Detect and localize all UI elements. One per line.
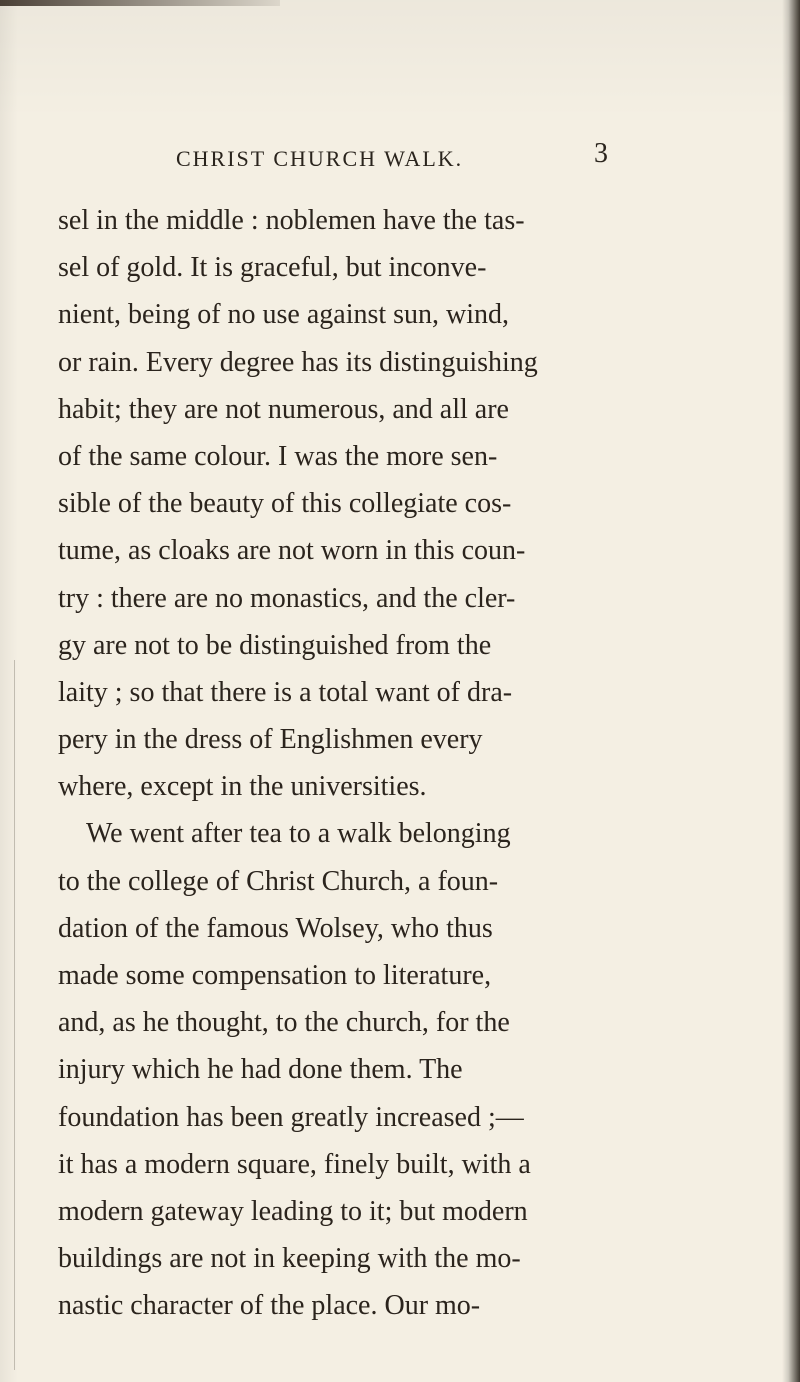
top-edge-shadow	[0, 0, 280, 6]
text-line: nient, being of no use against sun, wind,	[58, 299, 510, 331]
text-line: injury which he had done them. The	[58, 1054, 463, 1086]
text-line: made some compensation to literature,	[58, 960, 492, 991]
page-number: 3	[594, 138, 608, 169]
text-line: modern gateway leading to it; but modern	[58, 1195, 528, 1227]
page-edge	[782, 0, 800, 1382]
text-line: dation of the famous Wolsey, who thus	[58, 912, 493, 944]
page-header	[0, 138, 800, 178]
text-line: or rain. Every degree has its distinguishing	[58, 346, 538, 378]
text-line: of the same colour. I was the more sen-	[58, 440, 498, 472]
text-line: try : there are no monastics, and the cler-	[58, 582, 516, 614]
text-line: sible of the beauty of this collegiate cos-	[58, 488, 512, 520]
text-line: to the college of Christ Church, a foun-	[58, 865, 499, 897]
text-line: nastic character of the place. Our mo-	[58, 1290, 481, 1322]
text-line: habit; they are not numerous, and all are	[58, 393, 509, 425]
text-line: gy are not to be distinguished from the	[58, 629, 492, 661]
text-line: sel in the middle : noblemen have the tas-	[58, 205, 525, 236]
text-line: and, as he thought, to the church, for the	[58, 1007, 510, 1039]
text-line: where, except in the universities.	[58, 771, 427, 803]
body-text	[58, 197, 740, 1330]
text-line: foundation has been greatly increased ;—	[58, 1101, 524, 1133]
running-title: CHRIST CHURCH WALK.	[176, 146, 464, 171]
text-line: it has a modern square, finely built, with a	[58, 1148, 531, 1180]
text-line: tume, as cloaks are not worn in this coun-	[58, 535, 526, 567]
text-line: pery in the dress of Englishmen every	[58, 724, 483, 756]
text-line: buildings are not in keeping with the mo-	[58, 1243, 521, 1275]
paragraph-start-line: We went after tea to a walk belonging	[86, 818, 511, 850]
text-line: laity ; so that there is a total want of dra-	[58, 676, 513, 708]
margin-line	[14, 660, 15, 1370]
text-line: sel of gold. It is graceful, but inconve-	[58, 252, 487, 284]
